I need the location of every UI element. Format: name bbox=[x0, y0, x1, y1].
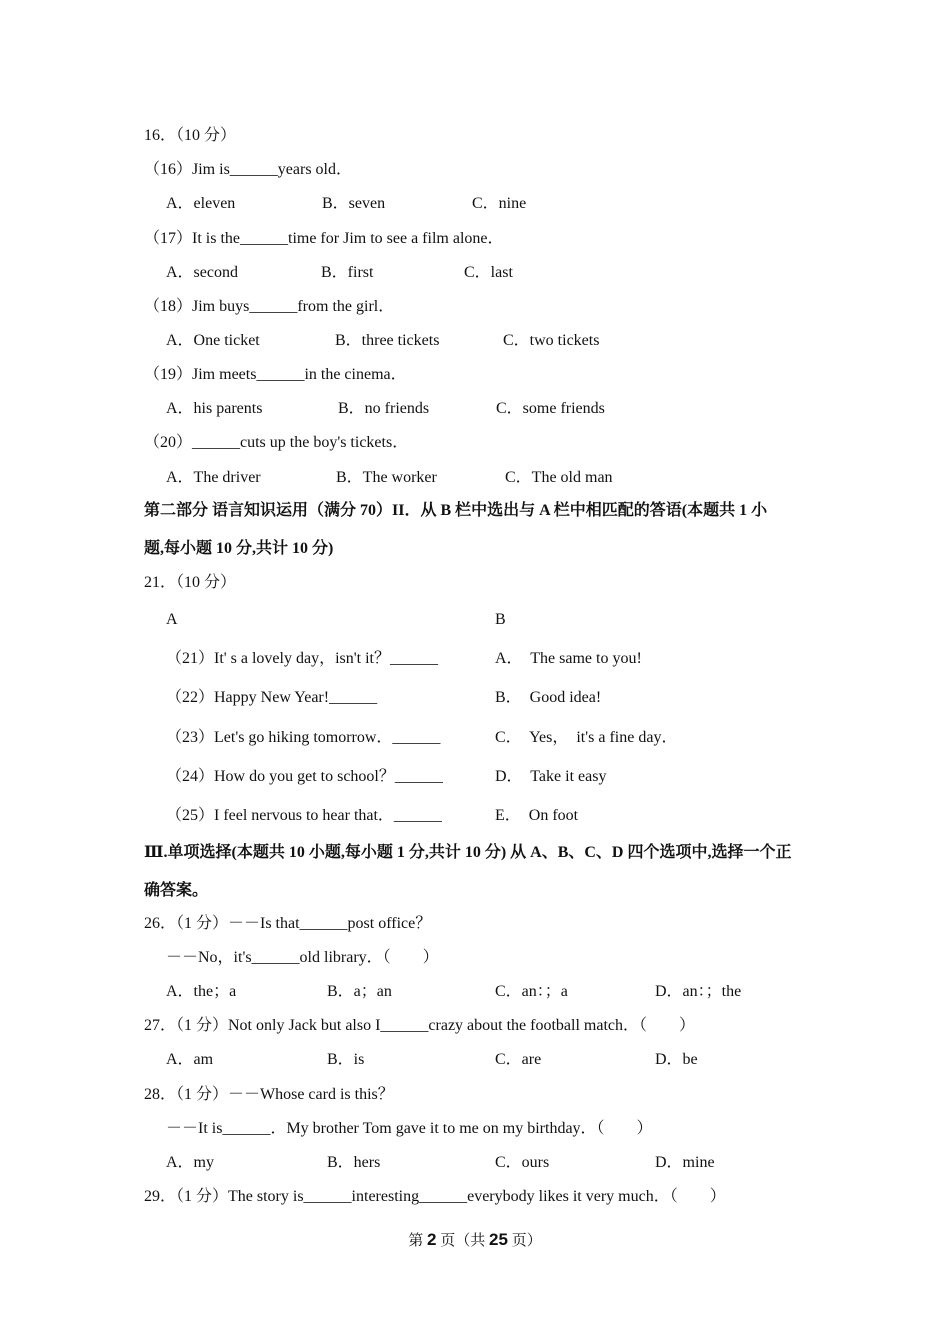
q27-option-d: D．be bbox=[655, 1051, 698, 1068]
q27-option-c: C．are bbox=[495, 1051, 542, 1068]
item-20-option-b: B．The worker bbox=[336, 469, 437, 486]
q28-option-c: C．ours bbox=[495, 1154, 550, 1171]
match-row-23-a: （23）Let's go hiking tomorrow．______ bbox=[166, 729, 441, 746]
item-16-option-c: C．nine bbox=[472, 195, 527, 212]
item-18-option-a: A．One ticket bbox=[166, 332, 260, 349]
q28-option-b: B．hers bbox=[327, 1154, 381, 1171]
item-16-option-b: B．seven bbox=[322, 195, 386, 212]
question-28-line1: 28．（1 分）－－Whose card is this？ bbox=[144, 1086, 394, 1103]
item-20-stem: （20）______cuts up the boy's tickets． bbox=[144, 434, 409, 451]
question-28-line2: －－It is______．My brother Tom gave it to me on my birthday．（ ） bbox=[166, 1120, 653, 1137]
item-16-stem: （16）Jim is______years old． bbox=[144, 161, 352, 178]
match-row-25-b: E． On foot bbox=[495, 807, 579, 824]
item-20-option-c: C．The old man bbox=[505, 469, 613, 486]
q26-option-c: C．an：；a bbox=[495, 983, 568, 1000]
footer-total-pages: 25 bbox=[489, 1230, 508, 1249]
item-18-option-c: C．two tickets bbox=[503, 332, 600, 349]
item-17-option-a: A．second bbox=[166, 264, 238, 281]
footer-prefix: 第 bbox=[408, 1233, 428, 1249]
q26-option-b: B．a；an bbox=[327, 983, 392, 1000]
match-row-24-a: （24）How do you get to school？______ bbox=[166, 768, 443, 785]
item-19-option-b: B．no friends bbox=[338, 400, 430, 417]
part2-heading-line2: 题,每小题 10 分,共计 10 分) bbox=[144, 540, 334, 557]
part3-heading-line2: 确答案。 bbox=[144, 882, 209, 899]
q26-option-d: D．an：；the bbox=[655, 983, 742, 1000]
item-16-option-a: A．eleven bbox=[166, 195, 236, 212]
column-b-label: B bbox=[495, 611, 506, 628]
item-20-option-a: A．The driver bbox=[166, 469, 261, 486]
footer-middle: 页（共 bbox=[436, 1233, 490, 1249]
question-29-line1: 29．（1 分）The story is______interesting______everybody likes it very much．（ ） bbox=[144, 1188, 726, 1205]
q28-option-d: D．mine bbox=[655, 1154, 715, 1171]
question-26-line1: 26．（1 分）－－Is that______post office？ bbox=[144, 915, 432, 932]
item-17-stem: （17）It is the______time for Jim to see a film alone． bbox=[144, 230, 504, 247]
question-27-line1: 27．（1 分）Not only Jack but also I______crazy about the football match．（ ） bbox=[144, 1017, 696, 1034]
match-row-25-a: （25）I feel nervous to hear that．______ bbox=[166, 807, 442, 824]
match-row-21-a: （21）It' s a lovely day，isn't it？______ bbox=[166, 650, 438, 667]
q27-option-a: A．am bbox=[166, 1051, 214, 1068]
match-row-23-b: C． Yes， it's a fine day． bbox=[495, 729, 678, 746]
part2-heading-line1: 第二部分 语言知识运用（满分 70）II．从 B 栏中选出与 A 栏中相匹配的答语(本题共 1 小 bbox=[144, 502, 768, 519]
column-a-label: A bbox=[166, 611, 178, 628]
footer-page-number: 2 bbox=[427, 1230, 437, 1249]
q27-option-b: B．is bbox=[327, 1051, 365, 1068]
item-19-option-a: A．his parents bbox=[166, 400, 263, 417]
item-18-stem: （18）Jim buys______from the girl． bbox=[144, 298, 395, 315]
item-19-stem: （19）Jim meets______in the cinema． bbox=[144, 366, 407, 383]
match-row-22-a: （22）Happy New Year!______ bbox=[166, 689, 378, 706]
item-19-option-c: C．some friends bbox=[496, 400, 605, 417]
item-17-option-c: C．last bbox=[464, 264, 513, 281]
match-row-24-b: D． Take it easy bbox=[495, 768, 607, 785]
part3-heading-line1: Ⅲ.单项选择(本题共 10 小题,每小题 1 分,共计 10 分) 从 A、B、C、D 四个选项中,选择一个正 bbox=[144, 844, 792, 861]
question-21-header: 21．（10 分） bbox=[144, 574, 237, 591]
question-16-header: 16．（10 分） bbox=[144, 127, 237, 144]
q28-option-a: A．my bbox=[166, 1154, 215, 1171]
q26-option-a: A．the；a bbox=[166, 983, 237, 1000]
question-26-line2: －－No，it's______old library．（ ） bbox=[166, 949, 439, 966]
match-row-21-b: A． The same to you! bbox=[495, 650, 642, 667]
item-17-option-b: B．first bbox=[321, 264, 374, 281]
footer-suffix: 页） bbox=[507, 1233, 542, 1249]
item-18-option-b: B．three tickets bbox=[335, 332, 440, 349]
match-row-22-b: B． Good idea! bbox=[495, 689, 602, 706]
page-footer bbox=[0, 1229, 950, 1250]
